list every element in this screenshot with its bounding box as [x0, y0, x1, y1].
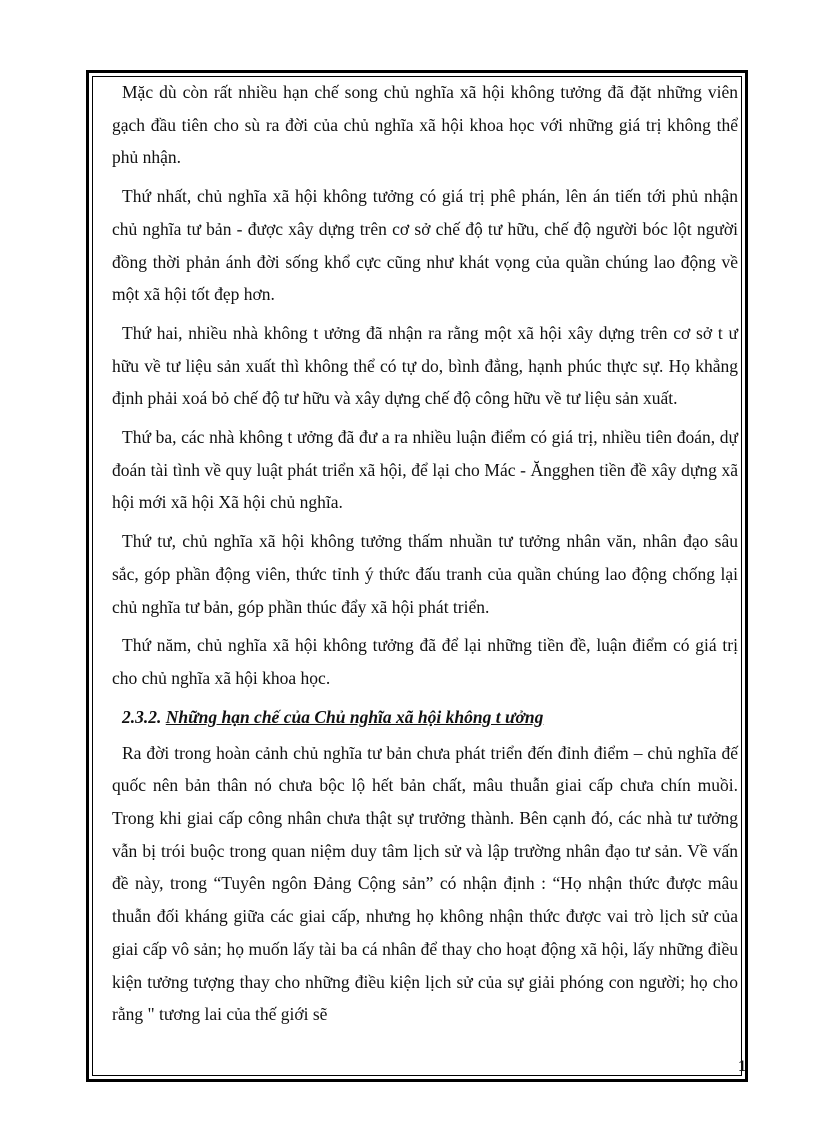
- paragraph: Thứ năm, chủ nghĩa xã hội không tưởng đã để lại những tiền đề, luận điểm có giá trị cho chủ nghĩa xã hội khoa học.: [112, 635, 738, 688]
- page-number: 1: [738, 1058, 746, 1075]
- section-title: Những hạn chế của Chủ nghĩa xã hội không t ưởng: [165, 706, 544, 727]
- paragraph: Thứ nhất, chủ nghĩa xã hội không tưởng có giá trị phê phán, lên án tiến tới phủ nhận chủ nghĩa tư bản - được xây dựng trên cơ sở chế độ tư hữu, chế độ người bóc lột người đồng thời phản ánh đời sống khổ cực cũng như khát vọng của quần chúng lao động về một xã hội tốt đẹp hơn.: [112, 186, 738, 305]
- paragraph: Thứ hai, nhiều nhà không t ưởng đã nhận ra rằng một xã hội xây dựng trên cơ sở t ư hữu về tư liệu sản xuất thì không thể có tự do, bình đẳng, hạnh phúc thực sự. Họ khẳng định phải xoá bỏ chế độ tư hữu và xây dựng chế độ công hữu về tư liệu sản xuất.: [112, 322, 738, 409]
- paragraph: Thứ ba, các nhà không t ưởng đã đư a ra nhiều luận điểm có giá trị, nhiều tiên đoán, dự đoán tài tình về quy luật phát triển xã hội, để lại cho Mác - Ăngghen tiền đề xây dựng xã hội mới xã hội Xã hội chủ nghĩa.: [112, 427, 738, 513]
- paragraph: Mặc dù còn rất nhiều hạn chế song chủ nghĩa xã hội không tưởng đã đặt những viên gạch đầu tiên cho sù ra đời của chủ nghĩa xã hội khoa học với những giá trị không thể phủ nhận.: [112, 82, 738, 168]
- document-body: [112, 76, 738, 1037]
- paragraph: Ra đời trong hoàn cảnh chủ nghĩa tư bản chưa phát triển đến đỉnh điểm – chủ nghĩa đế quốc nên bản thân nó chưa bộc lộ hết bản chất, mâu thuẫn giai cấp chưa chín muồi. Trong khi giai cấp công nhân chưa thật sự trưởng thành. Bên cạnh đó, các nhà tư tưởng vẫn bị trói buộc trong quan niệm duy tâm lịch sử và lập trường nhân đạo tư sản. Về vấn đề này, trong “Tuyên ngôn Đảng Cộng sản” có nhận định : “Họ nhận thức được mâu thuẫn đối kháng giữa các giai cấp, nhưng họ không nhận thức được vai trò lịch sử của giai cấp vô sản; họ muốn lấy tài ba cá nhân để thay cho hoạt động xã hội, lấy những điều kiện tưởng tượng thay cho những điều kiện lịch sử của sự giải phóng con người; họ cho rằng " tương lai của thế giới sẽ: [112, 742, 738, 1025]
- section-heading: [112, 701, 738, 733]
- section-number: 2.3.2.: [122, 706, 162, 727]
- paragraph: Thứ tư, chủ nghĩa xã hội không tưởng thấm nhuần tư tưởng nhân văn, nhân đạo sâu sắc, góp phần động viên, thức tỉnh ý thức đấu tranh của quần chúng lao động chống lại chủ nghĩa tư bản, góp phần thúc đẩy xã hội phát triển.: [112, 531, 738, 617]
